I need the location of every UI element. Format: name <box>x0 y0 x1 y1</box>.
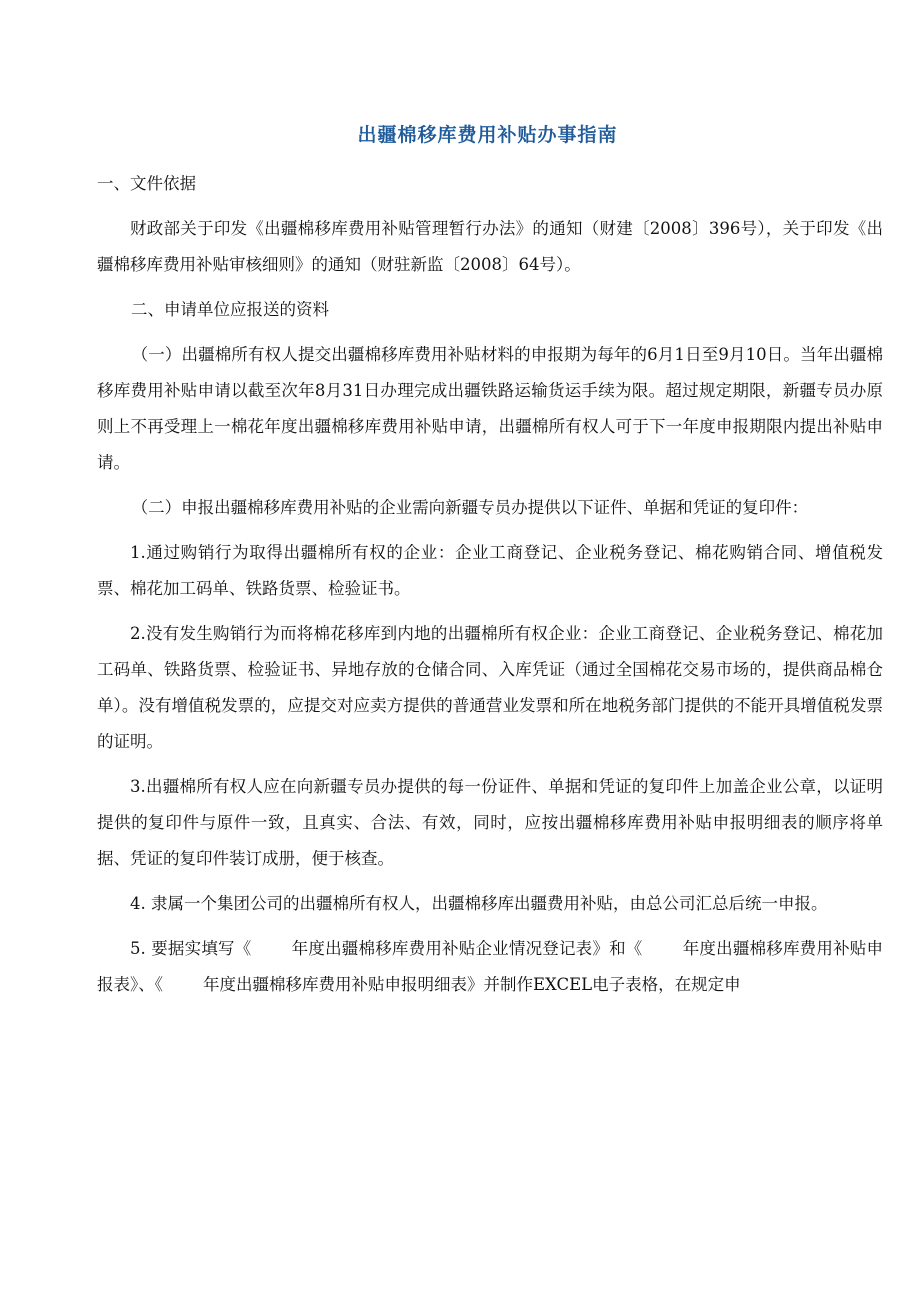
list-item-4: 4. 隶属一个集团公司的出疆棉所有权人，出疆棉移库出疆费用补贴，由总公司汇总后统一申报。 <box>130 894 828 913</box>
section-heading-materials: 二、申请单位应报送的资料 <box>131 300 329 319</box>
list-item-5-part-d: 年度出疆棉移库费用补贴申报明细表》并制作EXCEL电子表格，在规定申 <box>203 975 741 994</box>
list-item-1: 1.通过购销行为取得出疆棉所有权的企业：企业工商登记、企业税务登记、棉花购销合同、增值税发票、棉花加工码单、铁路货票、检验证书。 <box>97 543 883 598</box>
list-item-5-part-a: 5. 要据实填写《 <box>130 939 252 958</box>
list-item-5-part-b: 年度出疆棉移库费用补贴企业情况登记表》和《 <box>291 939 643 958</box>
section-heading-basis: 一、文件依据 <box>97 174 196 193</box>
list-item-3: 3.出疆棉所有权人应在向新疆专员办提供的每一份证件、单据和凭证的复印件上加盖企业公章，以证明提供的复印件与原件一致，且真实、合法、有效，同时，应按出疆棉移库费用补贴申报明细表的顺序将单据、凭证的复印件装订成册，便于核查。 <box>97 777 883 868</box>
document-body <box>97 166 883 1012</box>
list-item-5-part-c: 年度出疆棉移库费用补贴申报表》、《 <box>97 939 884 994</box>
list-item-2: 2.没有发生购销行为而将棉花移库到内地的出疆棉所有权企业：企业工商登记、企业税务登记、棉花加工码单、铁路货票、检验证书、异地存放的仓储合同、入库凭证（通过全国棉花交易市场的，提供商品棉仓单）。没有增值税发票的，应提交对应卖方提供的普通营业发票和所在地税务部门提供的不能开具增值税发票的证明。 <box>97 624 883 751</box>
document-title: 出疆棉移库费用补贴办事指南 <box>357 124 618 146</box>
paragraph-basis: 财政部关于印发《出疆棉移库费用补贴管理暂行办法》的通知（财建〔2008〕396号），关于印发《出疆棉移库费用补贴审核细则》的通知（财驻新监〔2008〕64号）。 <box>97 219 883 274</box>
paragraph-deadline: （一）出疆棉所有权人提交出疆棉移库费用补贴材料的申报期为每年的6月1日至9月10日。当年出疆棉移库费用补贴申请以截至次年8月31日办理完成出疆铁路运输货运手续为限。超过规定期限，新疆专员办原则上不再受理上一棉花年度出疆棉移库费用补贴申请，出疆棉所有权人可于下一年度申报期限内提出补贴申请。 <box>97 345 883 472</box>
list-item-5 <box>97 931 883 1003</box>
paragraph-required-copies: （二）申报出疆棉移库费用补贴的企业需向新疆专员办提供以下证件、单据和凭证的复印件： <box>131 498 809 517</box>
